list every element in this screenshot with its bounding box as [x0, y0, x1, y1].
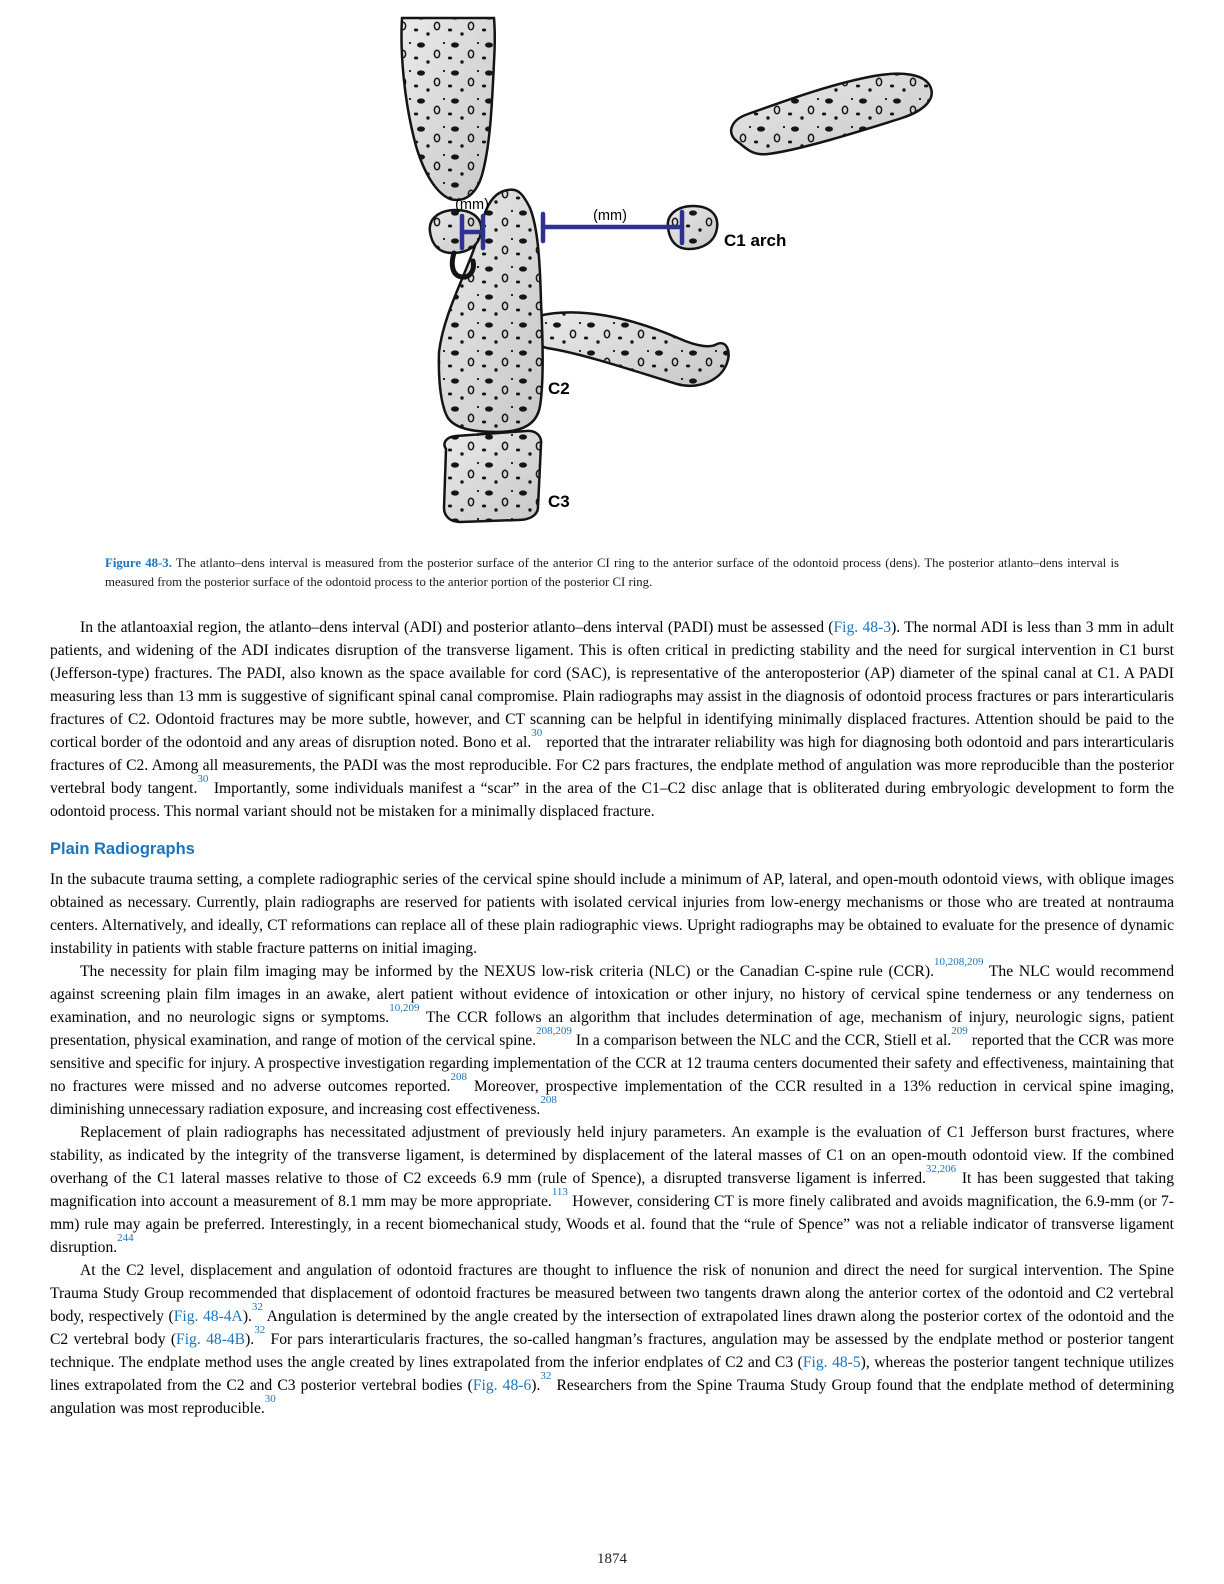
- reference-superscript[interactable]: 30: [197, 773, 209, 786]
- figure-link[interactable]: Fig. 48-4A: [173, 1308, 243, 1326]
- section-heading-plain-radiographs: Plain Radiographs: [50, 840, 195, 859]
- text-run: However, considering CT is more finely calibrated and avoids magnification, the 6.9-mm (or 7-mm) rule may again be preferred. Interestingly, in a recent biomechanical study, Woods et al. found that the “rule of Spence” was not a reliable indicator of transverse ligament disruption.: [50, 1193, 1174, 1257]
- figure-caption-label: Figure 48-3.: [105, 556, 172, 570]
- reference-superscript[interactable]: 32,206: [925, 1163, 957, 1176]
- text-run: ). The normal ADI is less than 3 mm in adult patients, and widening of the ADI indicates disruption of the transverse ligament. This is often critical in predicting stability and the need for surgical intervention in C1 burst (Jefferson-type) fractures. The PADI, also known as the space available for cord (SAC), is representative of the anteroposterior (AP) diameter of the spinal canal at C1. A PADI measuring less than 13 mm is suggestive of significant spinal canal compromise. Plain radiographs may assist in the diagnosis of odontoid process fractures or pars interarticularis fractures of C2. Odontoid fractures may be more subtle, however, and CT scanning can be helpful in identifying minimally displaced fractures. Attention should be paid to the cortical border of the odontoid and any areas of disruption noted. Bono et al.: [50, 619, 1174, 752]
- text-run: In the atlantoaxial region, the atlanto–dens interval (ADI) and posterior atlanto–dens interval (PADI) must be assessed (: [80, 619, 834, 637]
- figure-link[interactable]: Fig. 48-6: [472, 1377, 532, 1395]
- text-run: In the subacute trauma setting, a complete radiographic series of the cervical spine should include a minimum of AP, lateral, and open-mouth odontoid views, with oblique images obtained as necessary. Currently, plain radiographs are reserved for patients with isolated cervical injuries from low-energy mechanisms or those who are treated at nontrauma centers. Alternatively, and ideally, CT reformations can replace all of these plain radiographic views. Upright radiographs may be obtained to evaluate for the presence of dynamic instability in patients with stable fracture patterns on initial imaging.: [50, 871, 1174, 958]
- reference-superscript[interactable]: 30: [264, 1393, 276, 1406]
- paragraph-nexus-ccr: [50, 956, 1175, 1121]
- paragraph-atlantoaxial-region: [50, 616, 1174, 823]
- c3-label: C3: [548, 492, 570, 511]
- adi-mm-label: (mm): [455, 197, 489, 213]
- text-run: Angulation is determined by the angle created by the intersection of extrapolated lines drawn along the posterior cortex of the odontoid and the C2 vertebral body (: [50, 1308, 1174, 1349]
- text-run: reported that the intrarater reliability was high for diagnosing both odontoid and pars interarticularis fractures of C2. Among all measurements, the PADI was the most reproducible. For C2 pars fractures, the endplate method of angulation was more reproducible than the posterior vertebral body tangent.: [50, 734, 1174, 798]
- reference-superscript[interactable]: 10,209: [389, 1002, 420, 1015]
- page-number: 1874: [597, 1551, 627, 1567]
- text-run: Researchers from the Spine Trauma Study Group found that the endplate method of determining angulation was most reproducible.: [50, 1377, 1174, 1418]
- anatomy-illustration: [380, 10, 940, 545]
- text-run: For pars interarticularis fractures, the so-called hangman’s fractures, angulation may be assessed by the endplate method or posterior tangent technique. The endplate method uses the angle created by lines extrapolated from the inferior endplates of C2 and C3 (: [50, 1331, 1174, 1372]
- figure-caption-text: The atlanto–dens interval is measured from the posterior surface of the anterior CI ring to the anterior surface of the odontoid process (dens). The posterior atlanto–dens interval is measured from the posterior surface of the odontoid process to the anterior portion of the posterior CI ring.: [105, 556, 1119, 590]
- text-run: ).: [245, 1331, 255, 1349]
- reference-superscript[interactable]: 10,208,209: [933, 956, 984, 969]
- text-run: reported that the CCR was more sensitive and specific for injury. A prospective investigation regarding implementation of the CCR at 12 trauma centers documented their safety and effectiveness, maintaining that no fractures were missed and no adverse outcomes reported.: [50, 1032, 1174, 1096]
- text-run: The necessity for plain film imaging may be informed by the NEXUS low-risk criteria (NLC) or the Canadian C-spine rule (CCR).: [80, 963, 934, 981]
- reference-superscript[interactable]: 208,209: [536, 1025, 572, 1038]
- text-run: Importantly, some individuals manifest a “scar” in the area of the C1–C2 disc anlage that is obliterated during embryologic development to form the odontoid process. This normal variant should not be mistaken for a minimally displaced fracture.: [50, 780, 1174, 821]
- c2-label: C2: [548, 379, 570, 398]
- figure-link[interactable]: Fig. 48-5: [802, 1354, 861, 1372]
- reference-superscript[interactable]: 209: [951, 1025, 968, 1038]
- figure-link[interactable]: Fig. 48-3: [833, 619, 892, 637]
- text-run: ).: [531, 1377, 541, 1395]
- article-body: [50, 616, 1174, 1420]
- text-run: ), whereas the posterior tangent technique utilizes lines extrapolated from the C2 and C3 posterior vertebral bodies (: [50, 1354, 1175, 1395]
- text-run: In a comparison between the NLC and the CCR, Stiell et al.: [571, 1032, 952, 1050]
- reference-superscript[interactable]: 32: [251, 1301, 263, 1314]
- paragraph-rule-of-spence: [50, 1121, 1174, 1259]
- text-run: The CCR follows an algorithm that includes determination of age, mechanism of injury, neurologic signs, patient presentation, physical examination, and range of motion of the cervical spine.: [50, 1009, 1175, 1050]
- reference-superscript[interactable]: 208: [450, 1071, 468, 1084]
- padi-mm-label: (mm): [593, 208, 627, 224]
- reference-superscript[interactable]: 32: [540, 1370, 552, 1383]
- figure-48-3: [50, 0, 1174, 548]
- reference-superscript[interactable]: 30: [531, 727, 543, 740]
- reference-superscript[interactable]: 32: [254, 1324, 266, 1337]
- text-run: The NLC would recommend against screening plain film images in an awake, alert patient without evidence of intoxication or other injury, no history of cervical spine tenderness or any tenderness on examination, and no neurologic signs or symptoms.: [50, 963, 1174, 1027]
- dens-bone: [402, 18, 495, 200]
- text-run: Replacement of plain radiographs has necessitated adjustment of previously held injury parameters. An example is the evaluation of C1 Jefferson burst fractures, where stability, as indicated by the integrity of the transverse ligament, is determined by displacement of the lateral masses of C1 on an open-mouth odontoid view. If the combined overhang of the C1 lateral masses relative to those of C2 exceeds 6.9 mm (rule of Spence), a disrupted transverse ligament is inferred.: [50, 1124, 1174, 1188]
- text-run: It has been suggested that taking magnification into account a measurement of 8.1 mm may be more appropriate.: [50, 1170, 1174, 1211]
- reference-superscript[interactable]: 113: [551, 1186, 568, 1199]
- paragraph-c2-displacement: [50, 1259, 1174, 1420]
- c2-articular-process-bone: [532, 312, 729, 385]
- text-run: Moreover, prospective implementation of the CCR resulted in a 13% reduction in cervical spine imaging, diminishing unnecessary radiation exposure, and increasing cost effectiveness.: [50, 1078, 1174, 1119]
- figure-caption: [105, 554, 1119, 592]
- clivus-bone: [731, 74, 932, 155]
- text-run: At the C2 level, displacement and angulation of odontoid fractures are thought to influence the risk of nonunion and direct the need for surgical intervention. The Spine Trauma Study Group recommended that displacement of odontoid fractures be measured between two tangents drawn along the anterior cortex of the odontoid and C2 vertebral body, respectively (: [50, 1262, 1174, 1326]
- reference-superscript[interactable]: 244: [117, 1232, 134, 1245]
- paragraph-subacute-trauma: [50, 868, 1174, 960]
- bones-group: [402, 18, 932, 522]
- text-run: ).: [242, 1308, 252, 1326]
- c1-arch-label: C1 arch: [724, 231, 787, 250]
- reference-superscript[interactable]: 208: [540, 1094, 557, 1107]
- figure-link[interactable]: Fig. 48-4B: [176, 1331, 246, 1349]
- c3-body-bone: [444, 431, 541, 522]
